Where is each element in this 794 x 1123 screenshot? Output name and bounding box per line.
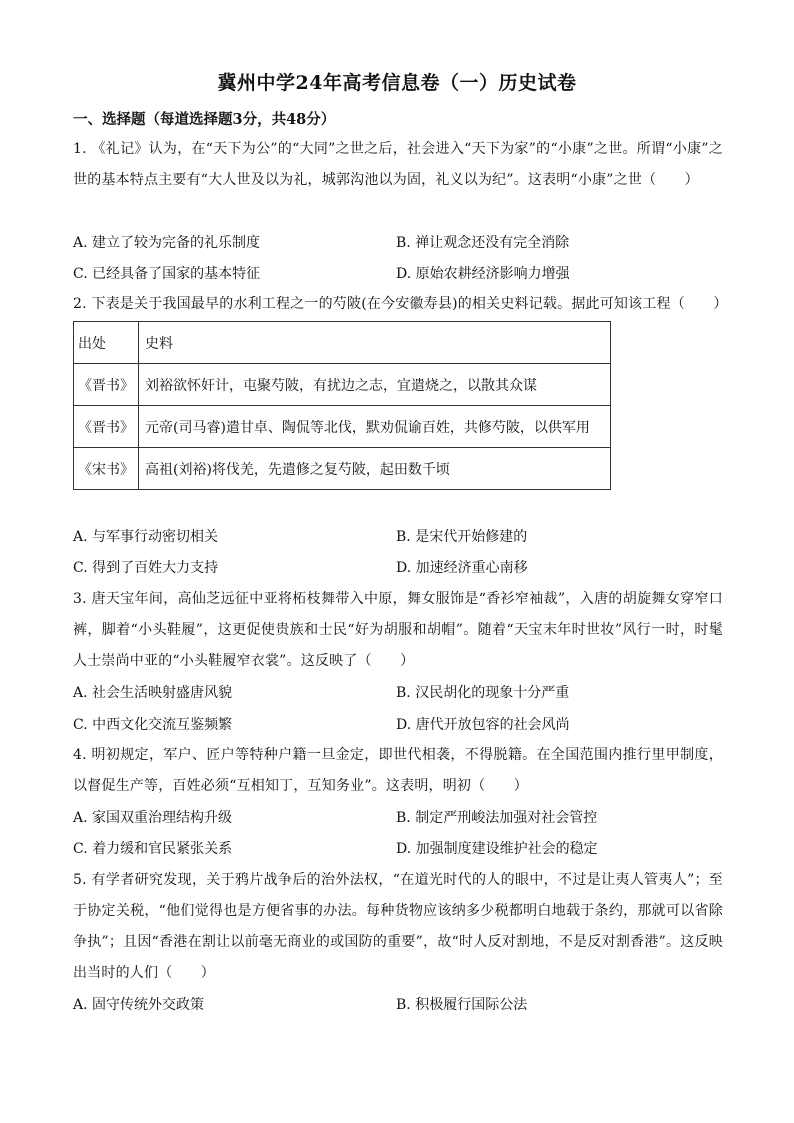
section-heading: 一、选择题（每道选择题3分，共48分） bbox=[73, 111, 336, 128]
question-4-option-c[interactable]: C. 着力缓和官民紧张关系 bbox=[73, 841, 233, 857]
question-3-option-b[interactable]: B. 汉民胡化的现象十分严重 bbox=[396, 685, 570, 701]
question-4-option-b[interactable]: B. 制定严刑峻法加强对社会管控 bbox=[396, 810, 598, 826]
table-cell-source: 《宋书》 bbox=[74, 448, 139, 490]
table-cell-text: 高祖(刘裕)将伐羌，先遣修之复芍陂，起田数千顷 bbox=[139, 448, 611, 490]
question-5-option-b[interactable]: B. 积极履行国际公法 bbox=[396, 997, 528, 1013]
table-cell-source: 《晋书》 bbox=[74, 364, 139, 406]
question-1-stem: 1. 《礼记》认为，在“天下为公”的“大同”之世之后，社会进入“天下为家”的“小康”之世。所谓“小康”之世的基本特点主要有“大人世及以为礼，城郭沟池以为固，礼义以为纪”。这表明“小康”之世（ ） bbox=[73, 141, 723, 188]
question-4-option-a[interactable]: A. 家国双重治理结构升级 bbox=[73, 810, 233, 826]
table-cell-source: 《晋书》 bbox=[74, 406, 139, 448]
question-5-stem: 5. 有学者研究发现，关于鸦片战争后的治外法权，“在道光时代的人的眼中，不过是让夷人管夷人”；至于协定关税，“他们觉得也是方便省事的办法。每种货物应该纳多少税都明白地载于条约，那就可以省除争执”；且因“香港在割让以前毫无商业的或国防的重要”，故“时人反对割地，不是反对割香港”。这反映出当时的人们（ ） bbox=[73, 872, 723, 981]
question-3-option-c[interactable]: C. 中西文化交流互鉴频繁 bbox=[73, 717, 233, 733]
question-1-option-b[interactable]: B. 禅让观念还没有完全消除 bbox=[396, 235, 570, 251]
question-2-stem: 2. 下表是关于我国最早的水利工程之一的芍陂(在今安徽寿县)的相关史料记载。据此可知该工程（ ） bbox=[73, 296, 728, 312]
source-table bbox=[73, 321, 611, 490]
question-5-option-a[interactable]: A. 固守传统外交政策 bbox=[73, 997, 205, 1013]
table-header-cell: 出处 bbox=[74, 322, 139, 364]
question-1-option-c[interactable]: C. 已经具备了国家的基本特征 bbox=[73, 266, 261, 282]
question-1-option-a[interactable]: A. 建立了较为完备的礼乐制度 bbox=[73, 235, 261, 251]
table-cell-text: 刘裕欲怀奸计，屯聚芍陂，有扰边之志，宜遣烧之，以散其众谋 bbox=[139, 364, 611, 406]
table-header-cell: 史料 bbox=[139, 322, 611, 364]
table-header-row bbox=[74, 322, 611, 364]
question-2-option-a[interactable]: A. 与军事行动密切相关 bbox=[73, 529, 219, 545]
question-2-option-b[interactable]: B. 是宋代开始修建的 bbox=[396, 529, 528, 545]
question-2-option-c[interactable]: C. 得到了百姓大力支持 bbox=[73, 560, 219, 576]
table-row bbox=[74, 406, 611, 448]
question-3-option-d[interactable]: D. 唐代开放包容的社会风尚 bbox=[396, 717, 570, 733]
question-4-stem: 4. 明初规定，军户、匠户等特种户籍一旦金定，即世代相袭，不得脱籍。在全国范围内推行里甲制度，以督促生产等，百姓必须“互相知丁，互知务业”。这表明，明初（ ） bbox=[73, 747, 723, 794]
table-cell-text: 元帝(司马睿)遣甘卓、陶侃等北伐，默劝侃谕百姓，共修芍陂，以供军用 bbox=[139, 406, 611, 448]
table-row bbox=[74, 448, 611, 490]
question-4-option-d[interactable]: D. 加强制度建设维护社会的稳定 bbox=[396, 841, 598, 857]
question-1-option-d[interactable]: D. 原始农耕经济影响力增强 bbox=[396, 266, 570, 282]
question-3-option-a[interactable]: A. 社会生活映射盛唐风貌 bbox=[73, 685, 233, 701]
page-title: 冀州中学24年高考信息卷（一）历史试卷 bbox=[217, 72, 577, 94]
table-row bbox=[74, 364, 611, 406]
question-2-option-d[interactable]: D. 加速经济重心南移 bbox=[396, 560, 528, 576]
question-3-stem: 3. 唐天宝年间，高仙芝远征中亚将柘枝舞带入中原，舞女服饰是“香衫窄袖裁”，入唐的胡旋舞女穿窄口裤，脚着“小头鞋履”，这更促使贵族和士民“好为胡服和胡帽”。随着“天宝末年时世妆”风行一时，时髦人士崇尚中亚的“小头鞋履窄衣裳”。这反映了（ ） bbox=[73, 591, 723, 669]
